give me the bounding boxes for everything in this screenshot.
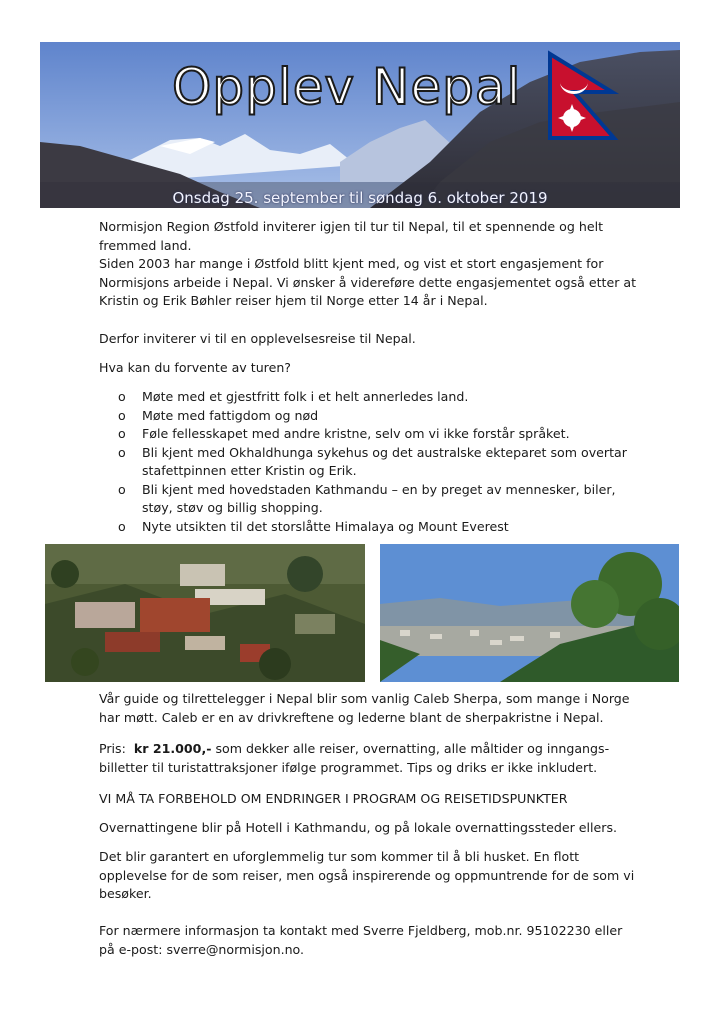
bullet-marker: o: [118, 444, 126, 460]
price-label: Pris:: [99, 741, 126, 756]
price-paragraph: [99, 740, 639, 777]
intro-paragraph-2: Siden 2003 har mange i Østfold blitt kjent med, og vist et stort engasjement for Normisjons arbeide i Nepal. Vi ønsker å videreføre dette engasjementet også etter at Kristin og Erik Bøhler reiser hjem til Norge etter 14 år i Nepal.: [99, 256, 637, 308]
bullet-marker: o: [118, 426, 126, 441]
page-title: Opplev Nepal: [172, 58, 522, 116]
village-hillside-photo: [45, 544, 365, 682]
price-value: kr 21.000,-: [133, 741, 212, 756]
promise-paragraph: Det blir garantert en uforglemmelig tur som kommer til å bli husket. En flott opplevelse for de som reiser, men også inspirerende og oppmuntrende for de som vi besøker.: [99, 849, 635, 901]
list-item-text: Møte med fattigdom og nød: [142, 407, 319, 423]
intro-section: [99, 218, 639, 311]
list-item: [118, 481, 638, 518]
bullet-marker: o: [118, 518, 126, 534]
list-item-text: Bli kjent med Okhaldhunga sykehus og det australske ekteparet som overtar stafettpinnen etter Kristin og Erik.: [142, 444, 627, 478]
bullet-marker: o: [118, 389, 126, 404]
list-item: [118, 407, 638, 426]
header-banner: [40, 42, 680, 208]
accommodation-paragraph: Overnattingene blir på Hotell i Kathmandu, og på lokale overnattingssteder ellers.: [99, 820, 618, 835]
expectations-list: [118, 388, 638, 536]
list-item: [118, 444, 638, 481]
bullet-marker: o: [118, 407, 126, 423]
list-item-text: Møte med et gjestfritt folk i et helt annerledes land.: [142, 389, 469, 404]
intro-paragraph-1: Normisjon Region Østfold inviterer igjen til tur til Nepal, til et spennende og helt fremmed land.: [99, 219, 604, 253]
guide-paragraph: Vår guide og tilrettelegger i Nepal blir som vanlig Caleb Sherpa, som mange i Norge har møtt. Caleb er en av drivkreftene og lederne blant de sherpakristne i Nepal.: [99, 691, 630, 725]
list-item-text: Nyte utsikten til det storslåtte Himalaya og Mount Everest: [142, 518, 509, 534]
list-item-text: Føle fellesskapet med andre kristne, selv om vi ikke forstår språket.: [142, 426, 570, 441]
list-item: [118, 425, 638, 444]
expectations-question: Hva kan du forvente av turen?: [99, 360, 291, 375]
contact-paragraph: For nærmere informasjon ta kontakt med Sverre Fjeldberg, mob.nr. 95102230 eller på e-post: sverre@normisjon.no.: [99, 923, 623, 957]
bullet-marker: o: [118, 481, 126, 497]
list-item: [118, 388, 638, 407]
disclaimer: VI MÅ TA FORBEHOLD OM ENDRINGER I PROGRAM OG REISETIDSPUNKTER: [99, 791, 568, 806]
price-details: som dekker alle reiser, overnatting, alle måltider og inngangs-billetter til turistattraksjoner ifølge programmet. Tips og driks er ikke inkludert.: [99, 741, 610, 775]
kathmandu-valley-photo: [380, 544, 679, 682]
invitation-line: Derfor inviterer vi til en opplevelsesreise til Nepal.: [99, 331, 416, 346]
list-item: [118, 518, 638, 537]
list-item-text: Bli kjent med hovedstaden Kathmandu – en by preget av mennesker, biler, støy, støv og billig shopping.: [142, 481, 616, 515]
trip-dates: Onsdag 25. september til søndag 6. oktober 2019: [172, 189, 548, 207]
